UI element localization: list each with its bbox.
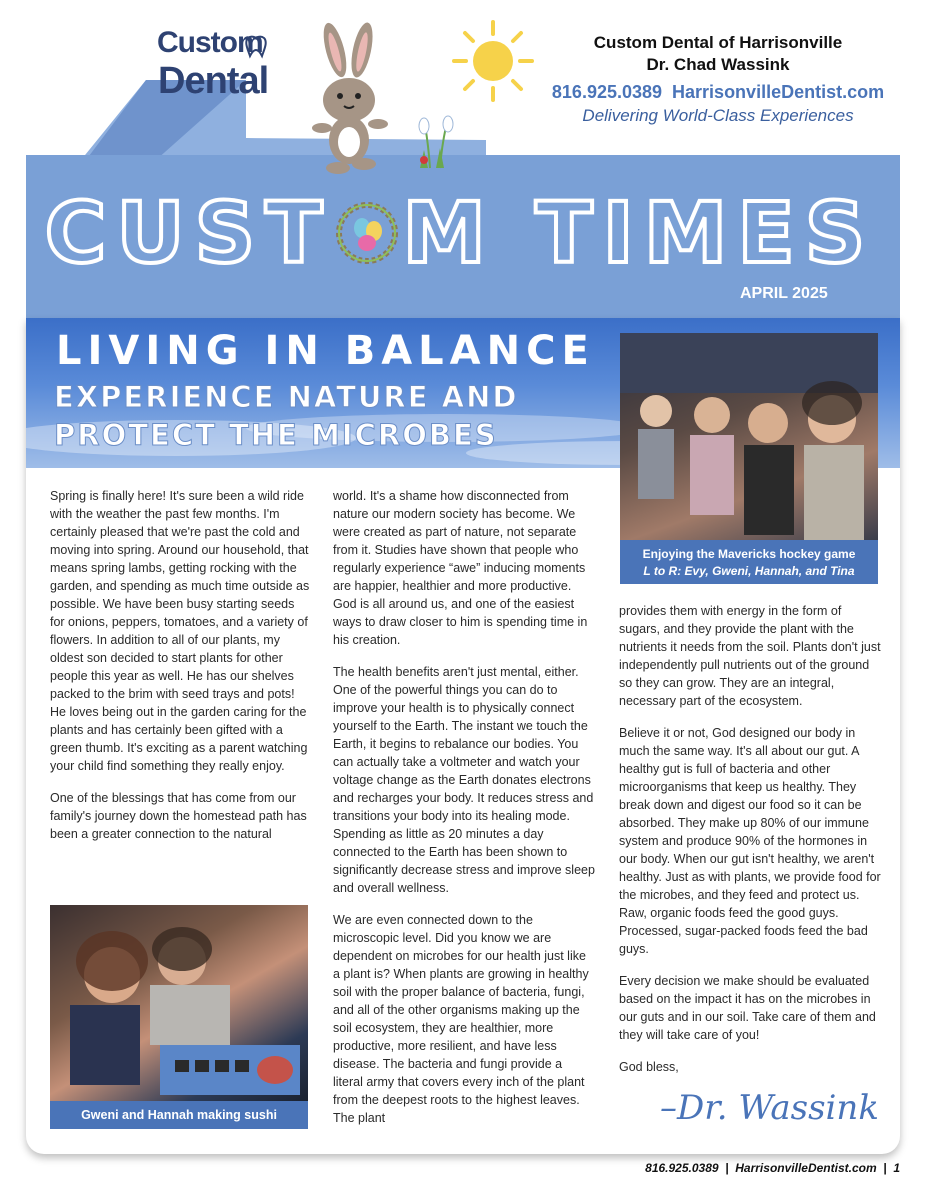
article-paragraph: The health benefits aren't just mental, either. One of the powerful things you can do to improve your health is to physically connect yourself to the Earth. The instant we touch the Earth, it begins to rebalance our bodies. You can actually take a voltmeter and watch your voltage change as the Earth donates electrons and recharges your body. It reduces stress and transitions your body into its healing mode. Spending as little as 20 minutes a day connected to the Earth has been shown to significantly decrease stress and improve sleep and overall wellness. <box>333 665 595 895</box>
article-paragraph: Every decision we make should be evaluated based on the impact it has on the microbes in our guts and in our soil. Take care of them and they will take care of you! <box>619 974 876 1042</box>
issue-date: APRIL 2025 <box>740 285 828 302</box>
logo-dental: Dental <box>158 60 269 102</box>
article-paragraph: One of the blessings that has come from our family's journey down the homestead path has been a greater connection to the natural <box>50 791 307 841</box>
article-column-2 <box>333 487 595 1141</box>
office-info <box>540 32 896 76</box>
hockey-caption-line1: Enjoying the Mavericks hockey game <box>642 547 856 561</box>
easter-wreath-icon <box>332 194 402 264</box>
feature-subtitle-line1: EXPERIENCE NATURE AND <box>54 380 519 414</box>
sushi-photo <box>50 905 308 1101</box>
doctor-name: Dr. Chad Wassink <box>646 55 790 74</box>
page-footer: 816.925.0389 | HarrisonvilleDentist.com | 1 <box>645 1161 900 1175</box>
hockey-caption-line2: L to R: Evy, Gweni, Hannah, and Tina <box>643 564 855 578</box>
masthead-title-left: CUST <box>44 184 333 282</box>
article-closing: God bless, <box>619 1060 679 1074</box>
office-name: Custom Dental of Harrisonville <box>593 33 843 52</box>
tagline: Delivering World-Class Experiences <box>582 106 854 125</box>
article-paragraph: provides them with energy in the form of sugars, and they provide the plant with the nutrients it needs from the soil. Plants don't just independently pull nutrients out of the ground so they can grow. They are an integral, necessary part of the ecosystem. <box>619 604 881 708</box>
contact-line <box>520 80 916 104</box>
article-column-3 <box>619 602 881 1090</box>
masthead-title-right: M TIMES <box>402 184 876 282</box>
signature: –Dr. Wassink <box>660 1088 879 1128</box>
article-paragraph: We are even connected down to the microscopic level. Did you know we are dependent on microbes for our health just like a plant is? When plants are growing in healthy soil with the proper balance of bacteria, fungi, and all of the other organisms making up the soil ecosystem, they are healthier, more productive, more resilient, and have less disease. The bacteria and fungi provide a literal army that covers every inch of the plant from the deepest roots to the highest leaves. The plant <box>333 913 589 1125</box>
hockey-photo <box>620 333 878 540</box>
article-paragraph: Believe it or not, God designed our body in much the same way. It's all about our gut. A healthy gut is full of bacteria and other microorganisms that keep us healthy. They break down and digest our food so it can be absorbed. They make up 80% of our immune system and produce 90% of the hormones in our body. When our gut isn't healthy, we aren't healthy. Just as with plants, we provide food for the microbes, and they feed and protect us. Raw, organic foods feed the good guys. Processed, sugar-packed foods feed the bad guys. <box>619 726 881 956</box>
newsletter-masthead <box>40 184 880 282</box>
article-paragraph: world. It's a shame how disconnected from nature our modern society has become. We were created as part of nature, not separate from it. Studies have shown that people who regularly experience “awe” inducing moments are happier, healthier and more productive. God is all around us, and one of the easiest ways to draw closer to him is spending time in his creation. <box>333 489 588 647</box>
website-link[interactable]: HarrisonvilleDentist.com <box>672 82 885 102</box>
feature-subtitle-line2: PROTECT THE MICROBES <box>54 418 498 452</box>
tooth-logo-icon <box>243 34 269 60</box>
article-paragraph: Spring is finally here! It's sure been a wild ride with the weather the past few months. I'm certainly pleased that we're past the cold and moving into spring. Around our household, that means spring lambs, getting rocking with the garden, and spending as much time outside as possible. We have been busy starting seeds for onions, peppers, tomatoes, and a variety of flowers. In addition to all of our plants, my oldest son decided to start plants for other people this year as well. He has our shelves packed to the brim with seed trays and pots! He loves being out in the garden caring for the plants and has certainly been gifted with a green thumb. It's exciting as a parent watching your child find something they really enjoy. <box>50 489 310 773</box>
logo-custom: Custom <box>157 26 263 59</box>
article-column-1 <box>50 487 312 857</box>
phone-number[interactable]: 816.925.0389 <box>551 82 663 102</box>
easter-bunny-icon <box>300 20 400 180</box>
feature-title: LIVING IN BALANCE <box>56 328 595 374</box>
snowdrop-flowers-icon <box>410 100 460 170</box>
hockey-photo-caption <box>620 540 878 584</box>
sushi-photo-caption: Gweni and Hannah making sushi <box>50 1101 308 1129</box>
